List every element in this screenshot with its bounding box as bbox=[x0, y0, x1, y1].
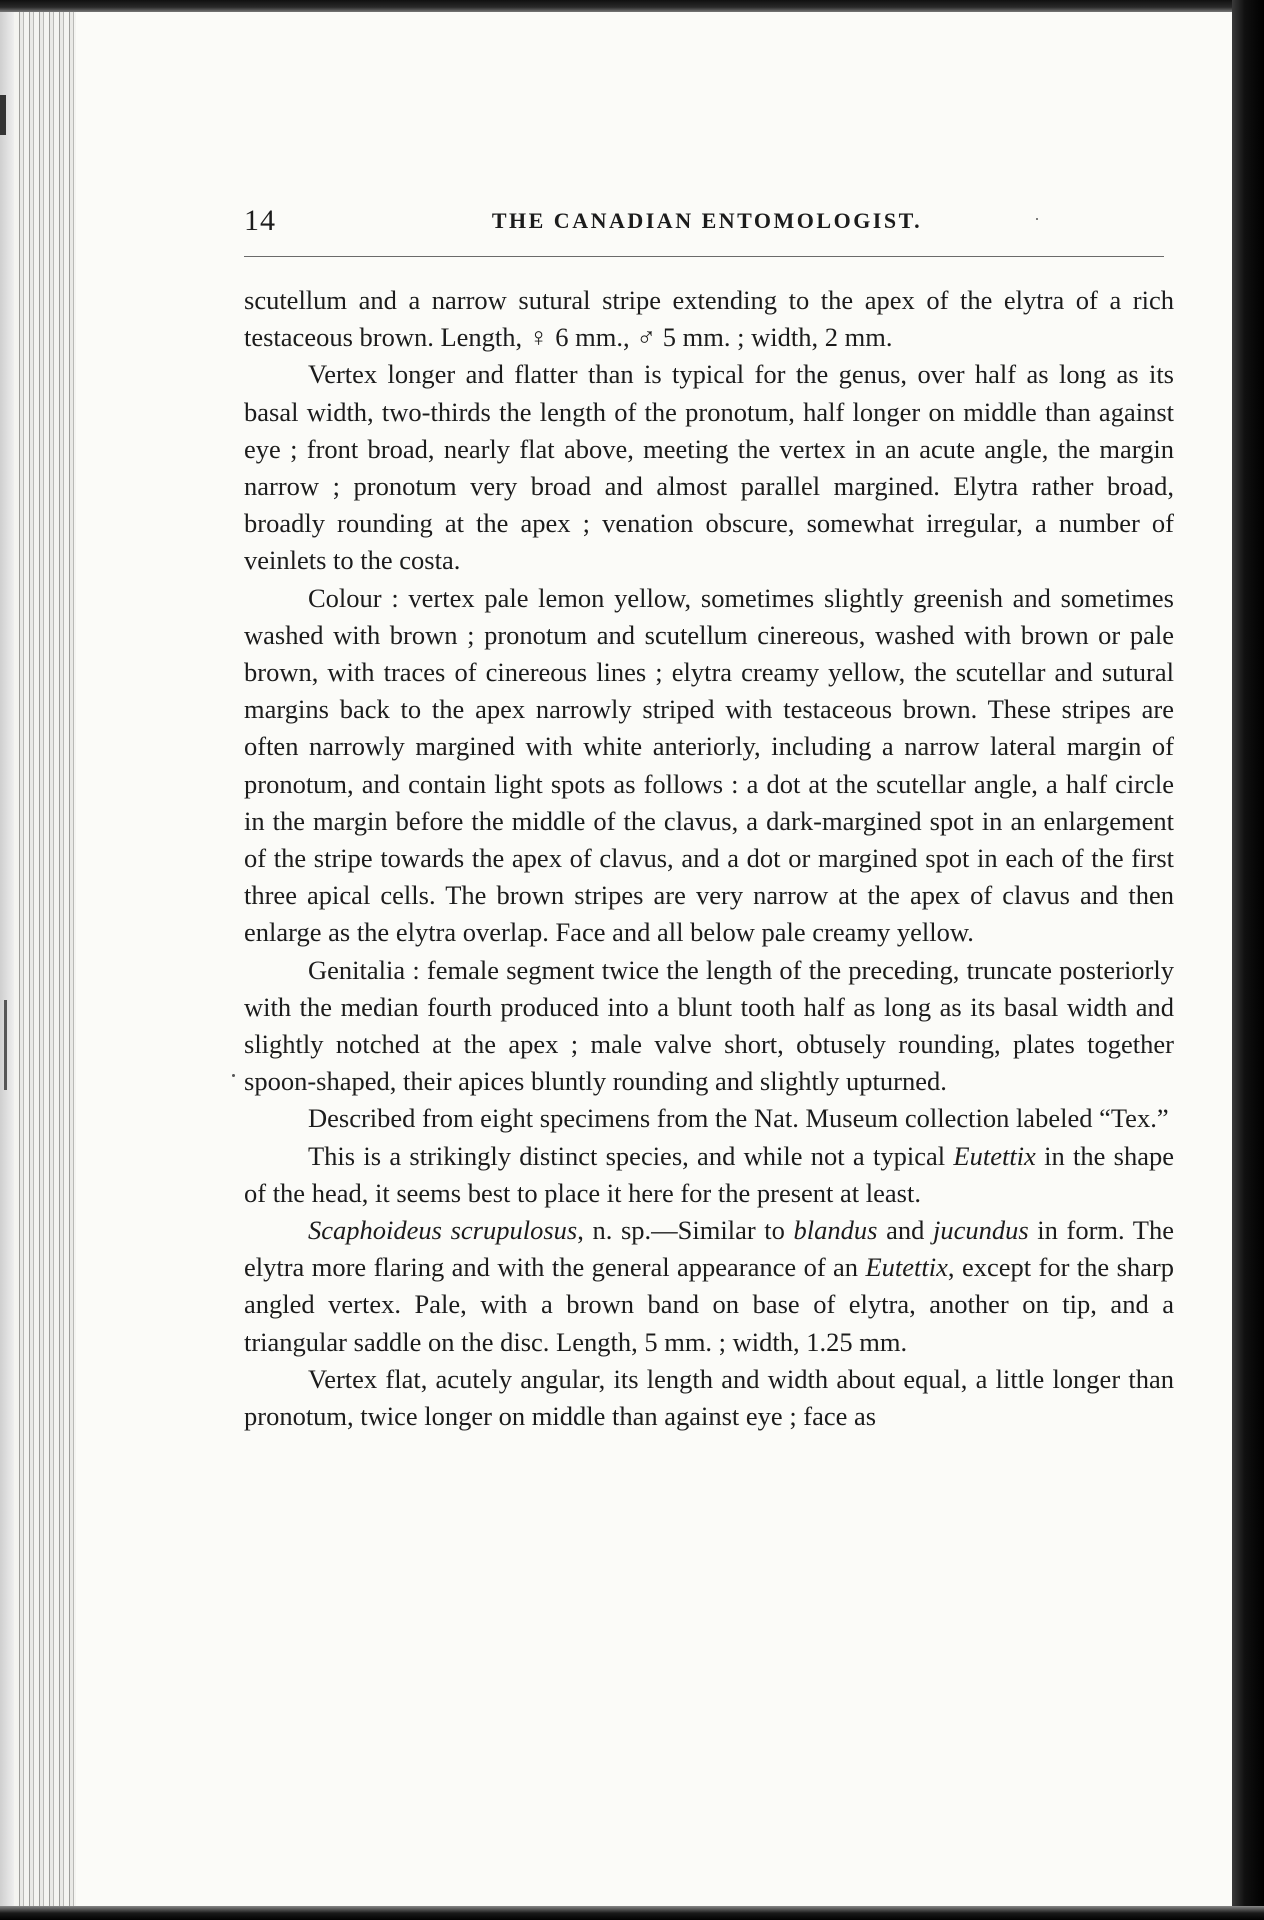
genus-name: Eutettix bbox=[865, 1252, 948, 1283]
text-span: and bbox=[877, 1215, 933, 1246]
book-page-edges bbox=[14, 12, 76, 1906]
text-span: , except for the sharp angled vertex. Pale, with a brown band on base of elytra, another on tip, and a triangular saddle on the disc. Length, 5 mm. ; width, 1.25 mm. bbox=[244, 1252, 1174, 1357]
paragraph-specimens: Described from eight specimens from the Nat. Museum collection labeled “Tex.” bbox=[308, 1103, 1169, 1134]
header-rule bbox=[244, 256, 1164, 257]
paragraph-continuation: scutellum and a narrow sutural stripe extending to the apex of the elytra of a rich testaceous brown. Length, ♀ 6 mm., ♂ 5 mm. ; width, 2 mm. bbox=[244, 285, 1174, 353]
scan-border-left bbox=[0, 0, 14, 1920]
text-span: This is a strikingly distinct species, and while not a typical bbox=[308, 1140, 954, 1171]
genus-name: Eutettix bbox=[953, 1140, 1036, 1171]
species-name: blandus bbox=[793, 1215, 878, 1246]
binding-mark bbox=[0, 95, 6, 135]
paragraph-remarks bbox=[244, 1138, 1174, 1212]
text-span: in form. The elytra more flaring and with the general appearance of an bbox=[244, 1215, 1175, 1283]
species-name: jucundus bbox=[932, 1215, 1029, 1246]
scan-border-top bbox=[0, 0, 1264, 12]
paragraph-genitalia: Genitalia : female segment twice the length of the preceding, truncate posteriorly with the median fourth produced into a blunt tooth half as long as its basal width and slightly notched at the apex ; male valve short, obtusely rounding, plates together spoon-shaped, their apices bluntly rounding and slightly upturned. bbox=[244, 954, 1174, 1097]
running-head bbox=[244, 204, 1170, 244]
scan-speck bbox=[1036, 218, 1038, 220]
text-span: in the shape of the head, it seems best to place it here for the present at least. bbox=[244, 1140, 1175, 1208]
article-body bbox=[244, 282, 1174, 1435]
species-name: Scaphoideus scrupulosus bbox=[308, 1215, 578, 1246]
paragraph-new-species bbox=[244, 1212, 1174, 1361]
page-number: 14 bbox=[244, 204, 276, 237]
scan-border-bottom bbox=[0, 1906, 1264, 1920]
paragraph-vertex-description: Vertex longer and flatter than is typical for the genus, over half as long as its basal width, two-thirds the length of the pronotum, half longer on middle than against eye ; front broad, nearly flat above, meeting the vertex in an acute angle, the margin narrow ; pronotum very broad and almost parallel margined. Elytra rather broad, broadly rounding at the apex ; venation obscure, somewhat irregular, a number of veinlets to the costa. bbox=[244, 359, 1174, 576]
text-span: , n. sp.—Similar to bbox=[577, 1215, 794, 1246]
paragraph-vertex-new-species: Vertex flat, acutely angular, its length and width about equal, a little longer than pronotum, twice longer on middle than against eye ; face as bbox=[244, 1363, 1174, 1432]
journal-title: THE CANADIAN ENTOMOLOGIST. bbox=[491, 208, 923, 233]
paragraph-colour: Colour : vertex pale lemon yellow, sometimes slightly greenish and sometimes washed with brown ; pronotum and scutellum cinereous, washed with brown or pale brown, with traces of cinereous lines ; elytra creamy yellow, the scutellar and sutural margins back to the apex narrowly striped with testaceous brown. These stripes are often narrowly margined with white anteriorly, including a narrow lateral margin of pronotum, and contain light spots as follows : a dot at the scutellar angle, a half circle in the margin before the middle of the clavus, a dark-margined spot in an enlargement of the stripe towards the apex of clavus, and a dot or margined spot in each of the first three apical cells. The brown stripes are very narrow at the apex of clavus and then enlarge as the elytra overlap. Face and all below pale creamy yellow. bbox=[244, 582, 1174, 948]
scan-speck bbox=[232, 1074, 235, 1077]
scan-border-right bbox=[1232, 0, 1264, 1920]
binding-mark bbox=[4, 1000, 7, 1090]
